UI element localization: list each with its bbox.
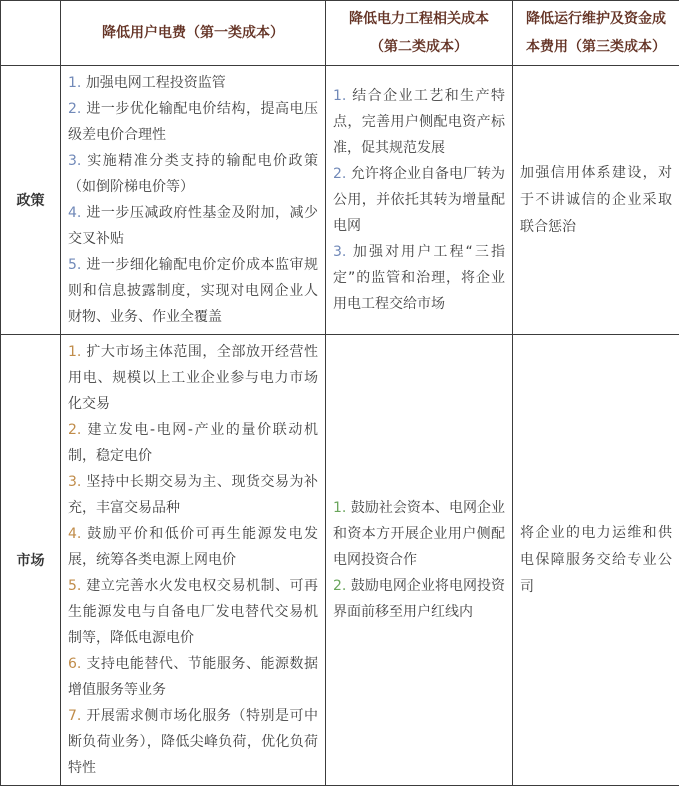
list-item-number: 2. — [333, 578, 351, 594]
list-item-text: 建立完善水火发电权交易机制、可再生能源发电与自备电厂发电替代交易机制等，降低电源电价 — [68, 578, 318, 646]
list-item — [333, 161, 505, 239]
market-engineering-cost-cell — [326, 335, 513, 786]
list-item — [68, 148, 318, 200]
numbered-list — [333, 83, 505, 317]
policy-engineering-cost-cell — [326, 66, 513, 335]
list-item — [68, 651, 318, 703]
list-item-number: 3. — [333, 244, 353, 260]
list-item-number: 3. — [68, 153, 87, 169]
policy-operation-cost-cell — [513, 66, 679, 335]
header-cost-type-1: 降低用户电费（第一类成本） — [61, 1, 326, 66]
list-item-number: 1. — [68, 75, 86, 91]
list-item-number: 7. — [68, 708, 86, 724]
list-item-text: 支持电能替代、节能服务、能源数据增值服务等业务 — [68, 656, 318, 698]
list-item-number: 2. — [333, 166, 351, 182]
list-item-number: 4. — [68, 526, 87, 542]
list-item — [68, 469, 318, 521]
numbered-list — [68, 339, 318, 781]
list-item-text: 进一步优化输配电价结构，提高电压级差电价合理性 — [68, 101, 318, 143]
cell-text: 将企业的电力运维和供电保障服务交给专业公司 — [520, 520, 672, 601]
list-item-text: 鼓励电网企业将电网投资界面前移至用户红线内 — [333, 578, 505, 620]
header-row — [1, 1, 679, 66]
list-item-number: 1. — [68, 344, 86, 360]
list-item-number: 3. — [68, 474, 86, 490]
list-item-number: 2. — [68, 101, 86, 117]
corner-cell — [1, 1, 61, 66]
list-item-text: 开展需求侧市场化服务（特别是可中断负荷业务），降低尖峰负荷，优化负荷特性 — [68, 708, 318, 776]
list-item-number: 6. — [68, 656, 86, 672]
market-operation-cost-cell — [513, 335, 679, 786]
table-row-market — [1, 335, 679, 786]
table-row-policy — [1, 66, 679, 335]
list-item — [333, 239, 505, 317]
list-item — [333, 83, 505, 161]
list-item — [68, 703, 318, 781]
list-item — [68, 252, 318, 330]
row-label-market: 市场 — [1, 335, 61, 786]
list-item — [68, 200, 318, 252]
list-item-text: 允许将企业自备电厂转为公用，并依托其转为增量配电网 — [333, 166, 505, 234]
list-item-text: 扩大市场主体范围，全部放开经营性用电、规模以上工业企业参与电力市场化交易 — [68, 344, 318, 412]
list-item-text: 建立发电-电网-产业的量价联动机制，稳定电价 — [68, 422, 318, 464]
list-item-number: 5. — [68, 257, 86, 273]
list-item — [333, 573, 505, 625]
header-cost-type-3: 降低运行维护及资金成本费用（第三类成本） — [513, 1, 679, 66]
list-item — [68, 70, 318, 96]
list-item-number: 2. — [68, 422, 87, 438]
list-item — [333, 495, 505, 573]
list-item-text: 坚持中长期交易为主、现货交易为补充，丰富交易品种 — [68, 474, 318, 516]
numbered-list — [333, 495, 505, 625]
row-label-policy: 政策 — [1, 66, 61, 335]
list-item — [68, 339, 318, 417]
header-cost-type-2: 降低电力工程相关成本（第二类成本） — [326, 1, 513, 66]
list-item-text: 进一步压减政府性基金及附加，减少交叉补贴 — [68, 205, 318, 247]
list-item-text: 加强对用户工程“三指定”的监管和治理，将企业用电工程交给市场 — [333, 244, 505, 312]
list-item-text: 结合企业工艺和生产特点，完善用户侧配电资产标准，促其规范发展 — [333, 88, 505, 156]
cell-text: 加强信用体系建设，对于不讲诚信的企业采取联合惩治 — [520, 160, 672, 241]
list-item — [68, 521, 318, 573]
list-item-number: 1. — [333, 500, 351, 516]
market-user-fee-cell — [61, 335, 326, 786]
policy-user-fee-cell — [61, 66, 326, 335]
list-item — [68, 96, 318, 148]
list-item — [68, 573, 318, 651]
list-item-text: 鼓励平价和低价可再生能源发电发展，统筹各类电源上网电价 — [68, 526, 318, 568]
list-item-number: 4. — [68, 205, 86, 221]
list-item-text: 实施精准分类支持的输配电价政策（如倒阶梯电价等） — [68, 153, 318, 195]
list-item-text: 鼓励社会资本、电网企业和资本方开展企业用户侧配电网投资合作 — [333, 500, 505, 568]
numbered-list — [68, 70, 318, 330]
list-item-number: 5. — [68, 578, 86, 594]
list-item-number: 1. — [333, 88, 352, 104]
list-item — [68, 417, 318, 469]
list-item-text: 进一步细化输配电价定价成本监审规则和信息披露制度，实现对电网企业人财物、业务、作业全覆盖 — [68, 257, 318, 325]
list-item-text: 加强电网工程投资监管 — [86, 75, 226, 91]
